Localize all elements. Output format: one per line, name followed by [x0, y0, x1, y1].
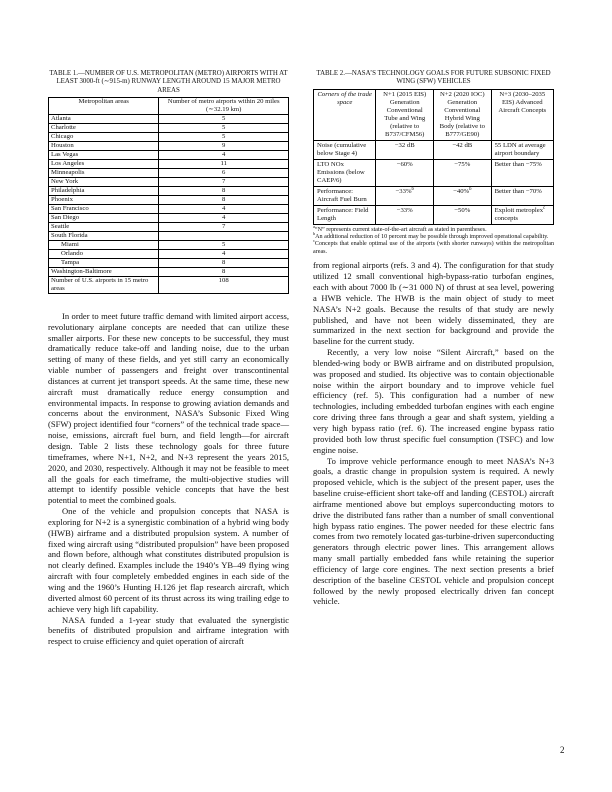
- table1-count-cell: 7: [159, 222, 289, 231]
- table1-count-cell: 7: [159, 177, 289, 186]
- table1-area-cell: South Florida: [49, 231, 159, 240]
- table1-count-cell: 11: [159, 159, 289, 168]
- table1-row: [49, 213, 289, 222]
- table1-row: [49, 267, 289, 276]
- note-a-mark: a: [313, 223, 315, 229]
- table1-area-cell: Seattle: [49, 222, 159, 231]
- table1-area-cell: Miami: [49, 240, 159, 249]
- table2-n1-cell: −33%$^b$: [376, 186, 434, 205]
- table1-count-cell: 5: [159, 240, 289, 249]
- table1-body: [49, 114, 289, 293]
- table2-notes: [313, 223, 554, 257]
- table1-area-cell: Orlando: [49, 249, 159, 258]
- table2-note-b: $^b$An additional reduction of 10 percent may be possible through improved operational capability.: [313, 231, 549, 241]
- table1-area-cell: Atlanta: [49, 114, 159, 123]
- table1-area-cell: Las Vegas: [49, 150, 159, 159]
- table1-count-cell: 4: [159, 204, 289, 213]
- table2-n2-cell: −40%$^b$: [433, 186, 491, 205]
- table1-area-cell: Phoenix: [49, 195, 159, 204]
- table1-count-cell: 5: [159, 132, 289, 141]
- table1-count-cell: [159, 231, 289, 240]
- table1-count-cell: 8: [159, 186, 289, 195]
- table2-header-corners: Corners of the trade space: [314, 89, 376, 140]
- right-paragraph-2: Recently, a very low noise “Silent Aircraft,” based on the blended-wing body or BWB airframe and on distributed propulsion, was proposed and studied. Its objective was to contain objectionable noise within the airport boundary and to improve vehicle fuel efficiency (ref. 5). This configuration had a number of new technologies, including embedded turbofan engines with each engine core driving three fans through a gear and shaft system, yielding a very high bypass ratio (ref. 6). The increased engine bypass ratio provided both low thrust specific fuel consumption (TSFC) and low engine noise.: [313, 347, 554, 455]
- table2-n3-cell: 55 LDN at average airport boundary: [491, 140, 553, 159]
- table1-row: [49, 132, 289, 141]
- table1-header-count: Number of metro airports within 20 miles (∼32.19 km): [159, 97, 289, 114]
- left-paragraph-1: In order to meet future traffic demand with limited airport access, revolutionary airplane concepts are needed that can utilize these smaller airports. For these new concepts to be successful, they must dramatically reduce take-off and landing noise, due to the urban setting of many of these fields, and yet still carry an economically viable number of passengers and freight over transcontinental distances at current jet transport speeds. At the same time, these new aircraft must dramatically reduce energy consumption and environmental impacts. In response to growing aviation demands and concerns about the environment, NASA’s Subsonic Fixed Wing (SFW) project identified four “corners” of the technical trade space—noise, emissions, aircraft fuel burn, and field length—for aircraft design. Table 2 lists these technology goals for three future timeframes, where N+1, N+2, and N+3 represent the years 2015, 2020, and 2030, respectively. Although it may not be feasible to meet all the goals for each timeframe, the multi-objective studies will attempt to identify possible vehicle concepts that have the best potential to meet the combined goals.: [48, 310, 289, 506]
- table2-header-n3: N+3 (2030–2035 EIS) Advanced Aircraft Concepts: [491, 89, 553, 140]
- table1-count-cell: 4: [159, 150, 289, 159]
- table1-header-area: Metropolitan areas: [49, 97, 159, 114]
- table2-row: [314, 205, 554, 224]
- table1-row: [49, 249, 289, 258]
- table1-count-cell: 8: [159, 258, 289, 267]
- table1-area-cell: Los Angeles: [49, 159, 159, 168]
- table1-area-cell: Minneapolis: [49, 168, 159, 177]
- table1-row: [49, 276, 289, 293]
- table1-count-cell: 6: [159, 168, 289, 177]
- table1-row: [49, 150, 289, 159]
- table1-row: [49, 123, 289, 132]
- table2-n1-cell: −33%: [376, 205, 434, 224]
- table2-caption: TABLE 2.—NASA’S TECHNOLOGY GOALS FOR FUTURE SUBSONIC FIXED WING (SFW) VEHICLES: [316, 70, 551, 86]
- table2-note-c: $^c$Concepts that enable optimal use of the airports (with shorter runways) within the metropolitan areas.: [313, 238, 554, 255]
- table2-row: [314, 186, 554, 205]
- note-b-mark: b: [313, 231, 316, 237]
- table1-count-cell: 5: [159, 114, 289, 123]
- page-number: 2: [560, 745, 565, 755]
- table1-area-cell: San Diego: [49, 213, 159, 222]
- table1-row: [49, 222, 289, 231]
- table1-caption: TABLE 1.—NUMBER OF U.S. METROPOLITAN (METRO) AIRPORTS WITH AT LEAST 3000-ft (∼915-m) RUNWAY LENGTH AROUND 15 MAJOR METRO AREAS: [49, 70, 288, 94]
- table1-area-cell: Houston: [49, 141, 159, 150]
- table2-corner-cell: Performance: Aircraft Fuel Burn: [314, 186, 376, 205]
- table2-header-n1: N+1 (2015 EIS) Generation Conventional Tube and Wing (relative to B737/CFM56): [376, 89, 434, 140]
- table2-header-n2: N+2 (2020 IOC) Generation Conventional Hybrid Wing Body (relative to B777/GE90): [433, 89, 491, 140]
- left-paragraph-3: NASA funded a 1-year study that evaluated the synergistic benefits of distributed propulsion and airframe integration with respect to cruise efficiency and quiet operation of aircraft: [48, 614, 289, 647]
- right-paragraph-1: from regional airports (refs. 3 and 4). The configuration for that study utilized 12 small conventional high-bypass-ratio turbofan engines, each with about 7000 lb (∼31 000 N) of thrust at sea level, powering a HWB vehicle. The HWB is the main object of study to meet NASA’s N+2 goals. Because the results of that study are newly published, and have not been widely disseminated, they are summarized in the next section for background and provide the baseline for the current study.: [313, 260, 554, 347]
- table1-row: [49, 186, 289, 195]
- table2-corner-cell: Performance: Field Length: [314, 205, 376, 224]
- table1-count-cell: 8: [159, 195, 289, 204]
- table2-n1-cell: −60%: [376, 159, 434, 186]
- table1-row: [49, 231, 289, 240]
- right-paragraph-3: To improve vehicle performance enough to meet NASA’s N+3 goals, a drastic change in propulsion system is required. A newly proposed vehicle, which is the subject of the present paper, uses the baseline cruise-efficient short take-off and landing (CESTOL) aircraft airframe mentioned above but employs superconducting motors to drive the distributed fans rather than a number of small conventional high bypass ratio engines. The power needed for these electric fans comes from two remotely located gas-turbine-driven superconducting generators through electric power lines. This arrangement allows many small partially embedded fans while retaining the superior efficiency of large core engines. The next section presents a brief description of the baseline CESTOL vehicle and propulsion concept followed by the newly proposed electrically driven fan concept vehicle.: [313, 455, 554, 607]
- table2-row: [314, 159, 554, 186]
- table2-n3-cell: Better than −75%: [491, 159, 553, 186]
- table1-row: [49, 177, 289, 186]
- table2-n2-cell: −42 dB: [433, 140, 491, 159]
- table1-row: [49, 240, 289, 249]
- table2-note-a: $^a$“N” represents current state-of-the-art aircraft as stated in parentheses.: [313, 223, 487, 233]
- table2-n2-cell: −75%: [433, 159, 491, 186]
- table1-area-cell: New York: [49, 177, 159, 186]
- table2-corner-cell: Noise (cumulative below Stage 4): [314, 140, 376, 159]
- table1-row: [49, 195, 289, 204]
- left-paragraph-2: One of the vehicle and propulsion concepts that NASA is exploring for N+2 is a synergistic combination of a hybrid wing body (HWB) airframe and a distributed propulsion system. A number of fixed wing aircraft using “distributed propulsion” have been proposed and flown before, although what constitutes distributed propulsion is not clearly defined. Examples include the 1940’s YB–49 flying wing aircraft with four completely embedded engines in each side of the wing and the 1960’s Hunting H.126 jet flap research aircraft, which diverted almost 60 percent of its thrust across its wing trailing edge to achieve very high lift capability.: [48, 506, 289, 614]
- table2-n1-cell: −32 dB: [376, 140, 434, 159]
- table1-count-cell: 108: [159, 276, 289, 293]
- table1-area-cell: Washington-Baltimore: [49, 267, 159, 276]
- table1-row: [49, 114, 289, 123]
- table1-count-cell: 5: [159, 123, 289, 132]
- table1-area-cell: Philadelphia: [49, 186, 159, 195]
- table2-n2-cell: −50%: [433, 205, 491, 224]
- table1-row: [49, 168, 289, 177]
- table1-row: [49, 159, 289, 168]
- table1-count-cell: 4: [159, 213, 289, 222]
- table1: [48, 97, 289, 294]
- table1-count-cell: 9: [159, 141, 289, 150]
- table2: [313, 89, 554, 225]
- table1-row: [49, 258, 289, 267]
- table1-area-cell: San Francisco: [49, 204, 159, 213]
- table2-body: [314, 140, 554, 224]
- table1-area-cell: Number of U.S. airports in 15 metro areas: [49, 276, 159, 293]
- table1-area-cell: Charlotte: [49, 123, 159, 132]
- table1-area-cell: Chicago: [49, 132, 159, 141]
- table2-n3-cell: Better than −70%: [491, 186, 553, 205]
- table1-area-cell: Tampa: [49, 258, 159, 267]
- table2-row: [314, 140, 554, 159]
- right-column: [313, 70, 554, 607]
- table1-row: [49, 204, 289, 213]
- table1-count-cell: 4: [159, 249, 289, 258]
- table1-row: [49, 141, 289, 150]
- left-column: [48, 70, 289, 647]
- table2-n3-cell: Exploit metroplex$^c$ concepts: [491, 205, 553, 224]
- table1-count-cell: 8: [159, 267, 289, 276]
- note-c-mark: c: [313, 238, 315, 244]
- table2-corner-cell: LTO NOx Emissions (below CAEP/6): [314, 159, 376, 186]
